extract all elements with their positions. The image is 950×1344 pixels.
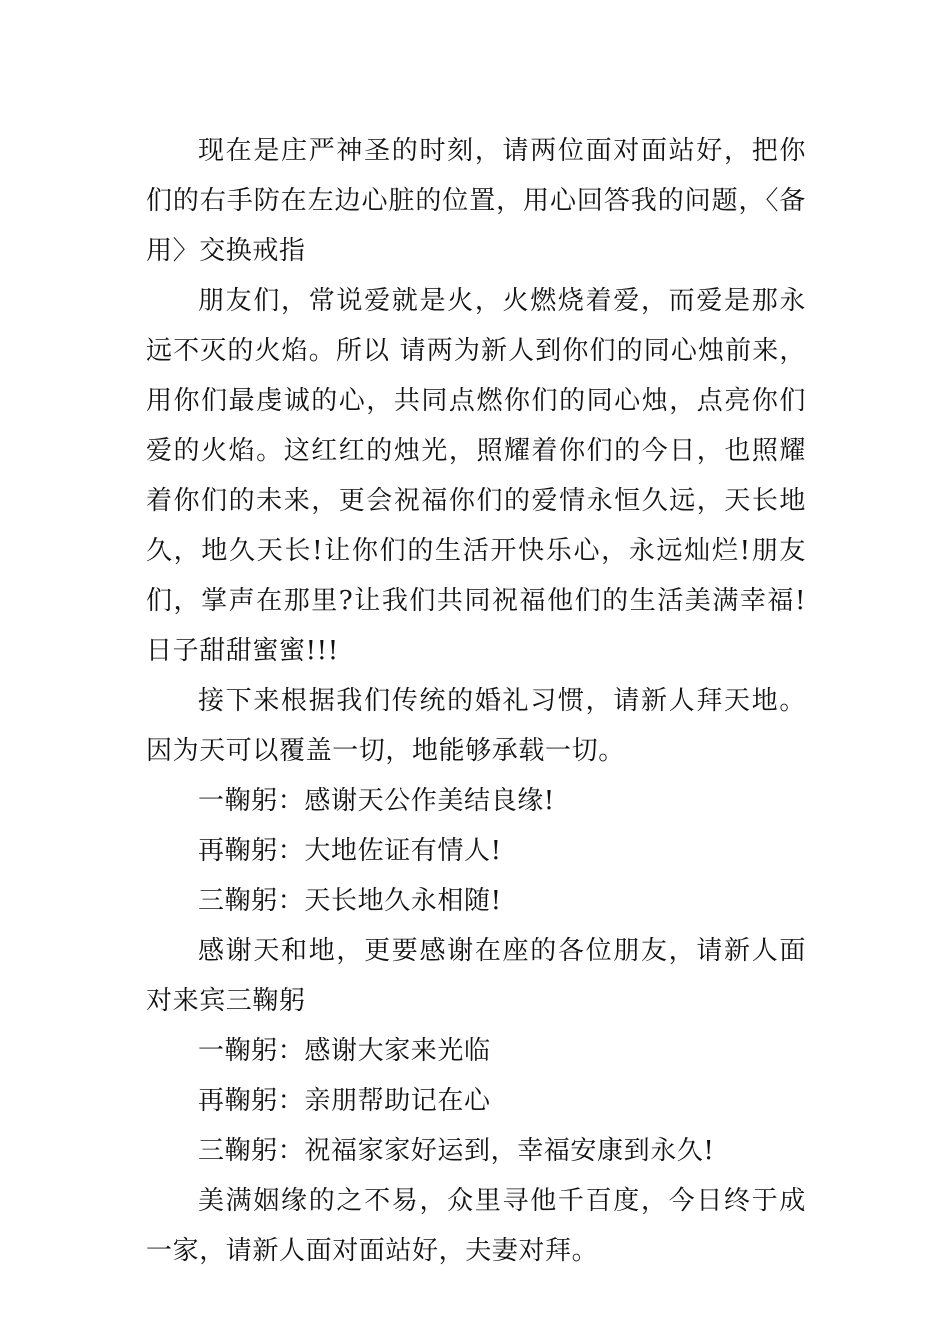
paragraph-exchange-rings: 现在是庄严神圣的时刻，请两位面对面站好，把你们的右手防在左边心脏的位置，用心回答我的问题，〈备用〉交换戒指 [146, 136, 806, 266]
paragraph-third-bow-guests: 三鞠躬：祝福家家好运到，幸福安康到永久! [198, 1136, 715, 1166]
paragraph-couple-bow: 美满姻缘的之不易，众里寻他千百度，今日终于成一家，请新人面对面站好，夫妻对拜。 [146, 1186, 806, 1266]
paragraph-third-bow-heaven-earth: 三鞠躬：天长地久永相随! [198, 886, 502, 916]
paragraph-thank-guests: 感谢天和地，更要感谢在座的各位朋友，请新人面对来宾三鞠躬 [146, 936, 806, 1016]
paragraph-first-bow-heaven: 一鞠躬：感谢天公作美结良缘! [198, 786, 555, 816]
paragraph-unity-candle: 朋友们，常说爱就是火，火燃烧着爱，而爱是那永远不灭的火焰。所以 请两为新人到你们的同心烛前来，用你们最虔诚的心，共同点燃你们的同心烛，点亮你们爱的火焰。这红红的烛光，照耀着你们的今日，也照耀着你们的未来，更会祝福你们的爱情永恒久远，天长地久，地久天长!让你们的生活开快乐心，永远灿烂!朋友们，掌声在那里?让我们共同祝福他们的生活美满幸福!日子甜甜蜜蜜!!! [146, 286, 806, 666]
paragraph-second-bow-guests: 再鞠躬：亲朋帮助记在心 [198, 1086, 491, 1116]
paragraph-second-bow-earth: 再鞠躬：大地佐证有情人! [198, 836, 502, 866]
document-body [146, 126, 806, 1276]
paragraph-bow-heaven-earth: 接下来根据我们传统的婚礼习惯，请新人拜天地。因为天可以覆盖一切，地能够承载一切。 [146, 686, 806, 766]
paragraph-first-bow-guests: 一鞠躬：感谢大家来光临 [198, 1036, 491, 1066]
